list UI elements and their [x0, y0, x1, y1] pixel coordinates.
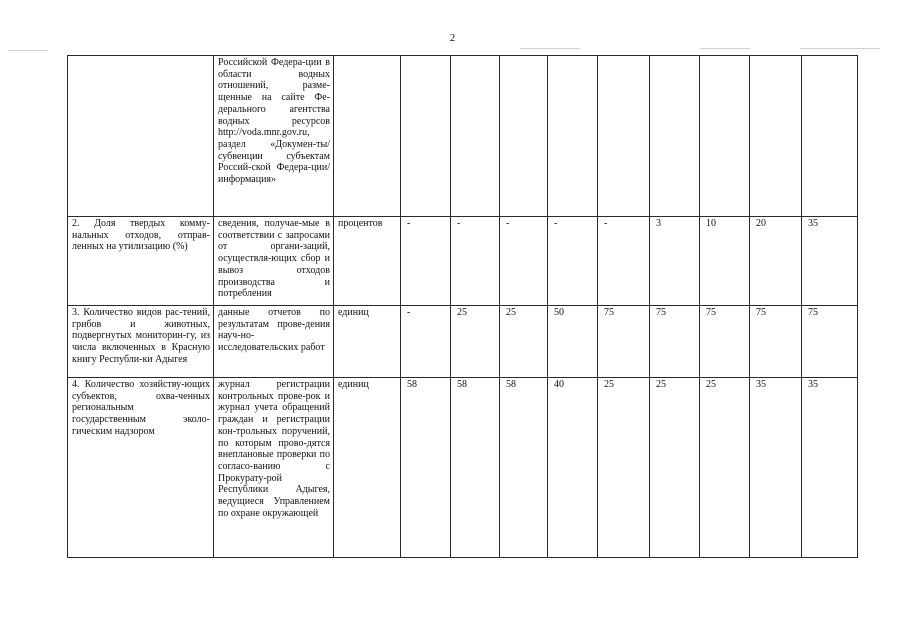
value-cell: - [451, 217, 500, 306]
value-cell: 58 [451, 378, 500, 558]
indicator-cell: 4. Количество хозяйству-ющих субъектов, охва-ченных региональным государственным эколо-гическим надзором [68, 378, 214, 558]
value-cell [598, 56, 650, 217]
page-number: 2 [449, 32, 456, 44]
value-cell [700, 56, 750, 217]
table-row [68, 378, 858, 558]
value-cell: 50 [548, 306, 598, 378]
value-cell [802, 56, 858, 217]
value-cell: 40 [548, 378, 598, 558]
value-cell: - [401, 306, 451, 378]
unit-cell: процентов [334, 217, 401, 306]
value-cell: 25 [451, 306, 500, 378]
value-cell: 25 [598, 378, 650, 558]
scan-artifact [520, 48, 580, 49]
value-cell: 75 [598, 306, 650, 378]
value-cell: 35 [802, 378, 858, 558]
value-cell: 25 [650, 378, 700, 558]
value-cell: - [401, 217, 451, 306]
value-cell [500, 56, 548, 217]
scan-artifact [800, 48, 880, 49]
value-cell [650, 56, 700, 217]
value-cell [750, 56, 802, 217]
value-cell: - [598, 217, 650, 306]
table-row [68, 306, 858, 378]
value-cell [401, 56, 451, 217]
scan-artifact [700, 48, 750, 49]
value-cell: 3 [650, 217, 700, 306]
value-cell: 20 [750, 217, 802, 306]
value-cell: - [500, 217, 548, 306]
indicator-cell [68, 56, 214, 217]
table-row [68, 217, 858, 306]
value-cell: 25 [500, 306, 548, 378]
value-cell: 10 [700, 217, 750, 306]
indicator-cell: 3. Количество видов рас-тений, грибов и животных, подвергнутых мониторин-гу, из числа включенных в Красную книгу Республи-ки Адыгея [68, 306, 214, 378]
value-cell: 75 [650, 306, 700, 378]
source-cell: данные отчетов по результатам прове-дения науч-но-исследовательских работ [214, 306, 334, 378]
value-cell: 75 [700, 306, 750, 378]
indicator-cell: 2. Доля твердых комму-нальных отходов, отправ-ленных на утилизацию (%) [68, 217, 214, 306]
value-cell: 58 [500, 378, 548, 558]
value-cell: - [548, 217, 598, 306]
value-cell: 25 [700, 378, 750, 558]
value-cell: 75 [802, 306, 858, 378]
value-cell [548, 56, 598, 217]
scan-artifact [8, 50, 48, 51]
value-cell: 75 [750, 306, 802, 378]
table-row [68, 56, 858, 217]
unit-cell [334, 56, 401, 217]
indicators-table [67, 55, 858, 558]
source-cell: журнал регистрации контрольных прове-рок и журнал учета обращений граждан и регистрации кон-трольных поручений, по которым прово-дятся внеплановые проверки по согласо-ванию с Прокурату-рой Республики Адыгея, ведущиеся Управлением по охране окружающей [214, 378, 334, 558]
value-cell: 35 [802, 217, 858, 306]
unit-cell: единиц [334, 306, 401, 378]
source-cell: Российской Федера-ции в области водных отношений, разме-щенные на сайте Фе-дерального агентства водных ресурсов http://voda.mnr.gov.ru, раздел «Докумен-ты/субвенции субъектам Россий-ской Федера-ции/информация» [214, 56, 334, 217]
value-cell: 35 [750, 378, 802, 558]
value-cell [451, 56, 500, 217]
value-cell: 58 [401, 378, 451, 558]
unit-cell: единиц [334, 378, 401, 558]
source-cell: сведения, получае-мые в соответствии с запросами от органи-заций, осуществля-ющих сбор и вывоз отходов производства и потребления [214, 217, 334, 306]
